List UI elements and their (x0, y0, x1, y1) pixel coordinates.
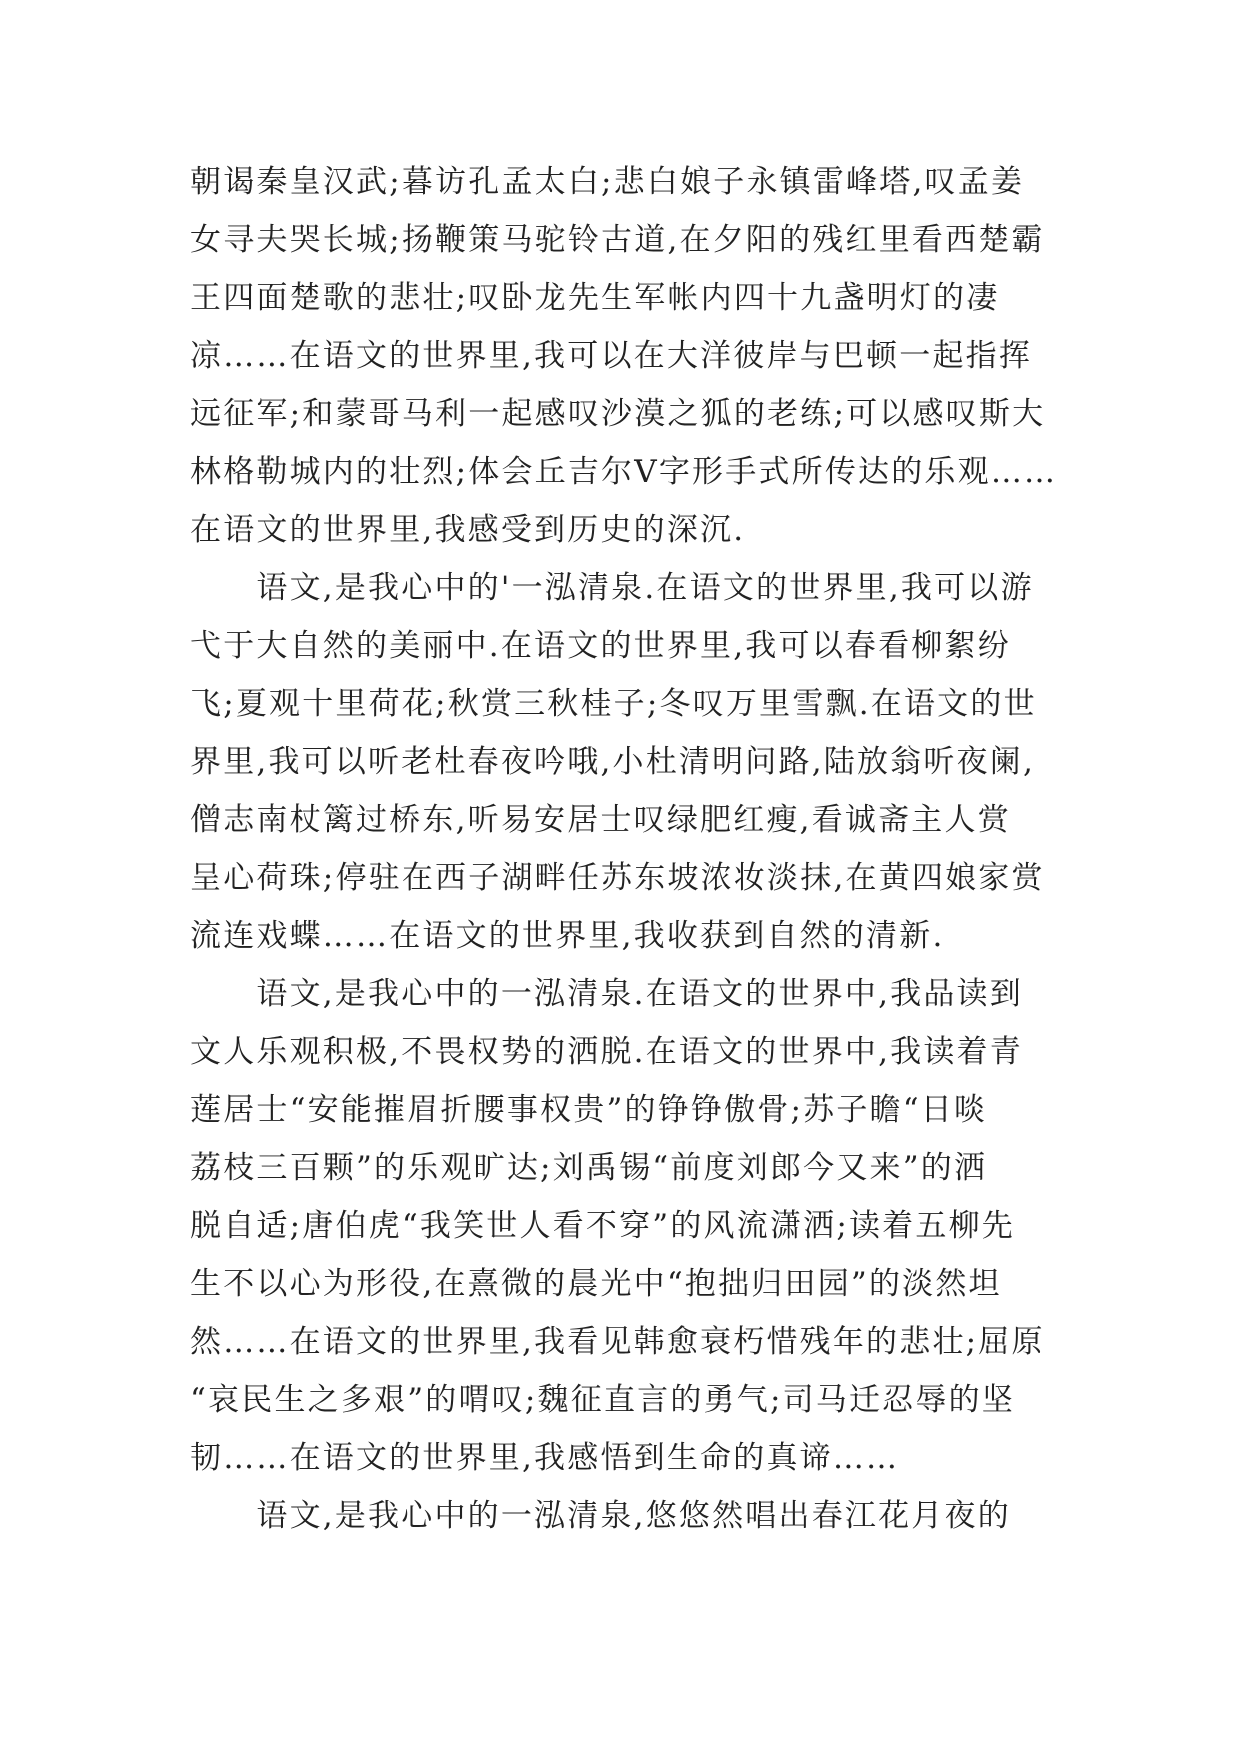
text-line: 语文,是我心中的一泓清泉.在语文的世界中,我品读到 (190, 976, 1023, 1012)
text-line: 然……在语文的世界里,我看见韩愈衰朽惜残年的悲壮;屈原 (190, 1324, 1045, 1360)
text-line: 界里,我可以听老杜春夜吟哦,小杜清明问路,陆放翁听夜阑, (190, 744, 1036, 780)
text-line: 脱自适;唐伯虎“我笑世人看不穿”的风流潇洒;读着五柳先 (190, 1208, 1015, 1244)
text-line: 莲居士“安能摧眉折腰事权贵”的铮铮傲骨;苏子瞻“日啖 (190, 1092, 988, 1128)
text-line: “哀民生之多艰”的喟叹;魏征直言的勇气;司马迁忍辱的坚 (190, 1382, 1015, 1418)
text-line: 僧志南杖篱过桥东,听易安居士叹绿肥红瘦,看诚斋主人赏 (190, 802, 1011, 838)
paragraph-spring-river (190, 1487, 1070, 1545)
text-line: 荔枝三百颗”的乐观旷达;刘禹锡“前度刘郎今又来”的洒 (190, 1150, 988, 1186)
text-line: 弋于大自然的美丽中.在语文的世界里,我可以春看柳絮纷 (190, 628, 1011, 664)
text-line: 呈心荷珠;停驻在西子湖畔任苏东坡浓妆淡抹,在黄四娘家赏 (190, 860, 1045, 896)
paragraph-history (190, 153, 1070, 559)
essay-body (190, 153, 1070, 1545)
text-line: 朝谒秦皇汉武;暮访孔孟太白;悲白娘子永镇雷峰塔,叹孟姜 (190, 164, 1025, 200)
text-line: 林格勒城内的壮烈;体会丘吉尔V字形手式所传达的乐观…… (190, 454, 1058, 490)
text-line: 韧……在语文的世界里,我感悟到生命的真谛…… (190, 1440, 900, 1476)
text-line: 王四面楚歌的悲壮;叹卧龙先生军帐内四十九盏明灯的凄 (190, 280, 1000, 316)
text-line: 语文,是我心中的'一泓清泉.在语文的世界里,我可以游 (190, 570, 1034, 606)
text-line: 女寻夫哭长城;扬鞭策马驼铃古道,在夕阳的残红里看西楚霸 (190, 222, 1045, 258)
text-line: 凉……在语文的世界里,我可以在大洋彼岸与巴顿一起指挥 (190, 338, 1033, 374)
text-line: 文人乐观积极,不畏权势的洒脱.在语文的世界中,我读着青 (190, 1034, 1023, 1070)
text-line: 语文,是我心中的一泓清泉,悠悠然唱出春江花月夜的 (190, 1498, 1011, 1534)
text-line: 飞;夏观十里荷花;秋赏三秋桂子;冬叹万里雪飘.在语文的世 (190, 686, 1037, 722)
text-line: 生不以心为形役,在熹微的晨光中“抱拙归田园”的淡然坦 (190, 1266, 1002, 1302)
paragraph-literati (190, 965, 1070, 1487)
text-line: 远征军;和蒙哥马利一起感叹沙漠之狐的老练;可以感叹斯大 (190, 396, 1046, 432)
text-line: 在语文的世界里,我感受到历史的深沉. (190, 512, 746, 548)
text-line: 流连戏蝶……在语文的世界里,我收获到自然的清新. (190, 918, 945, 954)
paragraph-nature (190, 559, 1070, 965)
